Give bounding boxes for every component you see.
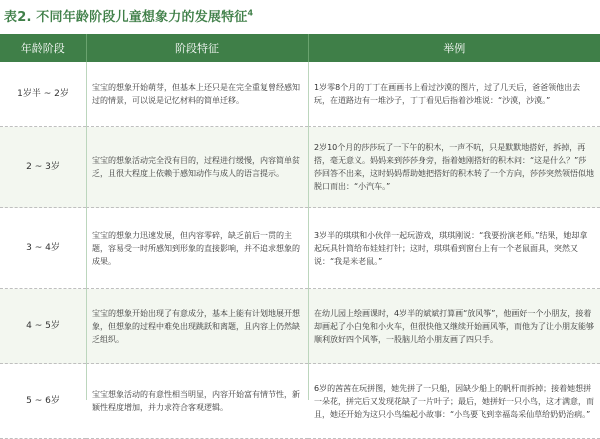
header-row bbox=[0, 34, 600, 62]
age-cell: 2 ~ 3岁 bbox=[0, 127, 86, 208]
features-cell: 宝宝想象活动的有意性相当明显，内容开始富有情节性，新颖性程度增加，并力求符合客观逻辑。 bbox=[86, 364, 308, 439]
example-cell: 2岁10个月的莎莎玩了一下午的积木，一声不吭，只是默默地搭好，拆掉，再搭，毫无意义。妈妈来到莎莎身旁，指着她刚搭好的积木问：“这是什么？”莎莎回答不出来，这时妈妈帮助她把搭好的积木转了一个方向，莎莎突然领悟似地脱口而出：“小汽车。” bbox=[308, 127, 600, 208]
table-row bbox=[0, 364, 600, 439]
table-container bbox=[0, 34, 600, 419]
table-title-text: 表2. 不同年龄阶段儿童想象力的发展特征 bbox=[4, 10, 248, 25]
age-cell: 3 ~ 4岁 bbox=[0, 208, 86, 289]
footnote-marker: 4 bbox=[247, 8, 254, 18]
column-divider bbox=[86, 62, 87, 400]
column-divider bbox=[308, 62, 309, 400]
features-cell: 宝宝的想象活动完全没有目的，过程进行缓慢，内容简单贫乏，且很大程度上依赖于感知动作与成人的语言提示。 bbox=[86, 127, 308, 208]
header-features: 阶段特征 bbox=[86, 34, 308, 62]
example-cell: 3岁半的琪琪和小伙伴一起玩游戏，琪琪刚说：“我要扮演老师。”结果，她却拿起玩具针筒给布娃娃打针；这时，琪琪看到窗台上有一个老鼠面具，突然又说：“我是米老鼠。” bbox=[308, 208, 600, 289]
development-table bbox=[0, 34, 600, 439]
example-cell: 在幼儿园上绘画课时，4岁半的斌斌打算画“放风筝”，他画好一个小朋友，接着却画起了小白兔和小火车，但很快他又继续开始画风筝，而他为了让小朋友能够顺利放好四个风筝，一股脑儿给小朋友画了四只手。 bbox=[308, 289, 600, 364]
table-row bbox=[0, 62, 600, 127]
features-cell: 宝宝的想象力迅速发展，但内容零碎，缺乏前后一贯的主题，容易受一时所感知到形象的直接影响，并不追求想象的成果。 bbox=[86, 208, 308, 289]
age-cell: 4 ~ 5岁 bbox=[0, 289, 86, 364]
age-cell: 5 ~ 6岁 bbox=[0, 364, 86, 439]
table-title bbox=[4, 6, 253, 25]
header-example: 举例 bbox=[308, 34, 600, 62]
table-row bbox=[0, 289, 600, 364]
title-bar bbox=[0, 0, 600, 34]
header-age: 年龄阶段 bbox=[0, 34, 86, 62]
features-cell: 宝宝的想象开始出现了有意成分，基本上能有计划地展开想象，但想象的过程中难免出现跳跃和离题，且内容上仍然缺乏组织。 bbox=[86, 289, 308, 364]
features-cell: 宝宝的想象开始萌芽，但基本上还只是在完全重复曾经感知过的情景，可以说是记忆材料的简单迁移。 bbox=[86, 62, 308, 127]
table-row bbox=[0, 127, 600, 208]
example-cell: 6岁的茜茜在玩拼图，她先拼了一只船，因缺少船上的帆杆而拆掉；接着她想拼一朵花，拼完后又发现花缺了一片叶子；最后，她拼好一只小鸟，这才满意，而且，她还开始为这只小鸟编起小故事：“小鸟要飞到幸福岛采仙草给奶奶治病。” bbox=[308, 364, 600, 439]
age-cell: 1岁半 ~ 2岁 bbox=[0, 62, 86, 127]
example-cell: 1岁零8个月的丁丁在画画书上看过沙漠的图片，过了几天后，爸爸领他出去玩，在道路边有一堆沙子，丁丁看见后指着沙堆说：“沙漠，沙漠。” bbox=[308, 62, 600, 127]
table-row bbox=[0, 208, 600, 289]
